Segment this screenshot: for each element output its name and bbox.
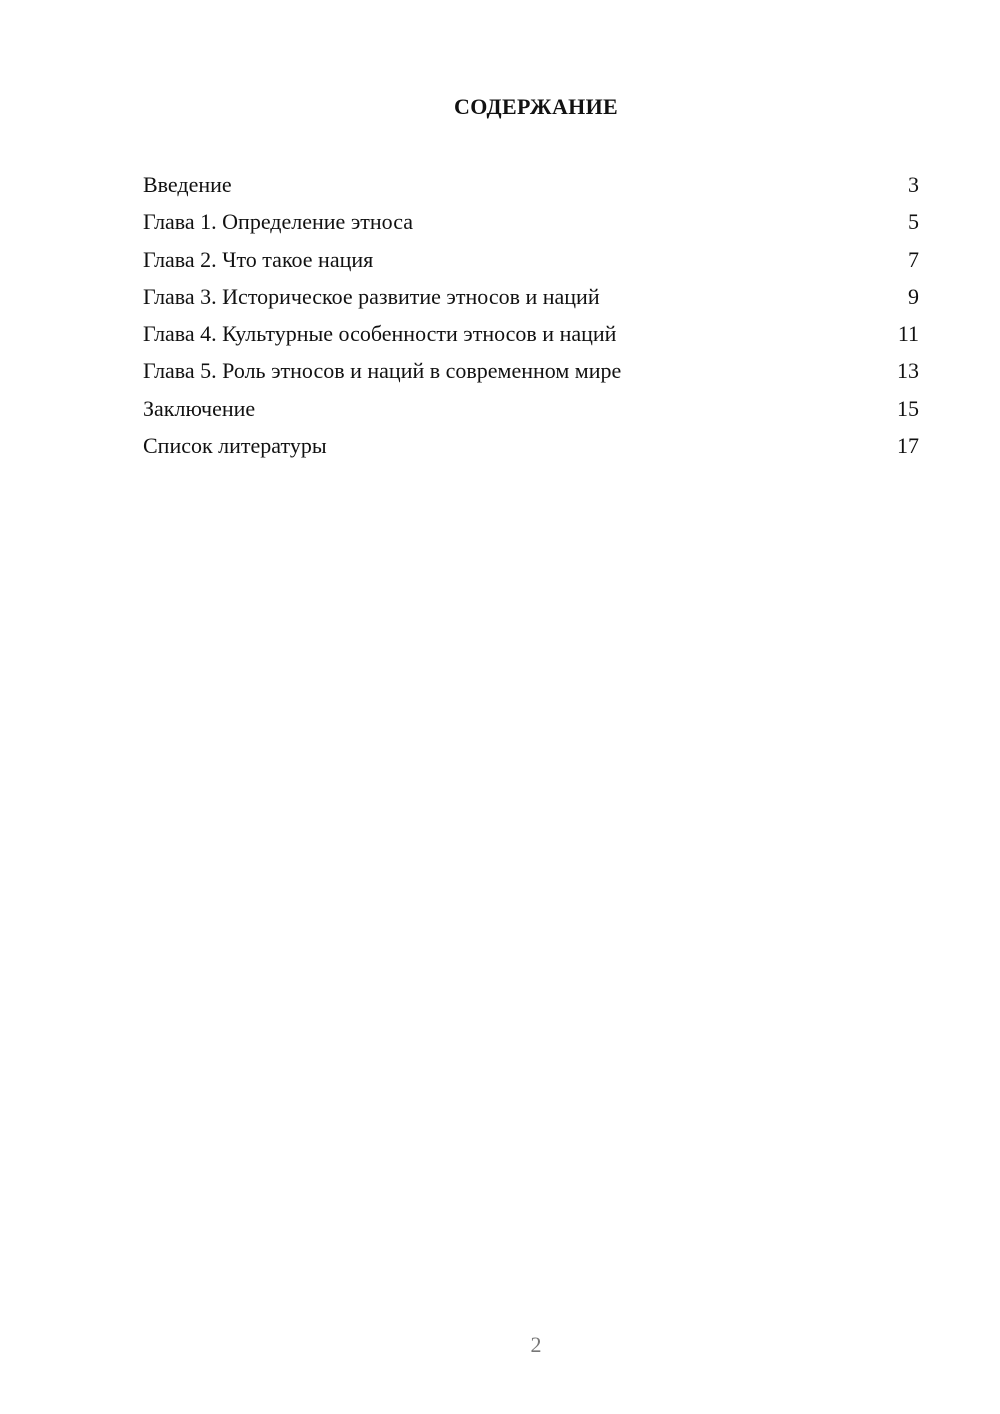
toc-entry-page-number: 9 (908, 283, 919, 309)
toc-entry-chapter-5 (143, 352, 919, 389)
toc-entry-chapter-4 (143, 315, 919, 352)
table-of-contents (143, 166, 919, 464)
toc-entry-page-number: 15 (897, 395, 919, 421)
toc-entry-page-number: 3 (908, 172, 919, 197)
toc-entry-title: Глава 1. Определение этноса (143, 209, 413, 235)
toc-entry-introduction (143, 166, 919, 203)
toc-entry-page-number: 13 (897, 358, 919, 384)
toc-heading: СОДЕРЖАНИЕ (454, 94, 618, 119)
toc-entry-title: Заключение (143, 395, 256, 421)
toc-entry-title: Введение (143, 172, 232, 197)
toc-entry-page-number: 7 (908, 246, 919, 272)
toc-entry-title: Глава 4. Культурные особенности этносов и наций (143, 321, 617, 347)
toc-entry-page-number: 17 (897, 433, 919, 459)
toc-entry-conclusion (143, 390, 919, 427)
toc-entry-page-number: 11 (897, 321, 919, 347)
toc-entry-title: Глава 3. Историческое развитие этносов и наций (143, 283, 600, 309)
toc-entry-page-number: 5 (908, 209, 919, 235)
toc-entry-bibliography (143, 427, 919, 464)
toc-entry-chapter-3 (143, 278, 919, 315)
toc-entry-title: Глава 5. Роль этносов и наций в современном мире (143, 358, 622, 384)
toc-entry-chapter-1 (143, 203, 919, 240)
toc-entry-title: Список литературы (143, 433, 327, 459)
page-number: 2 (530, 1332, 542, 1357)
toc-entry-title: Глава 2. Что такое нация (143, 246, 374, 272)
toc-entry-chapter-2 (143, 241, 919, 278)
